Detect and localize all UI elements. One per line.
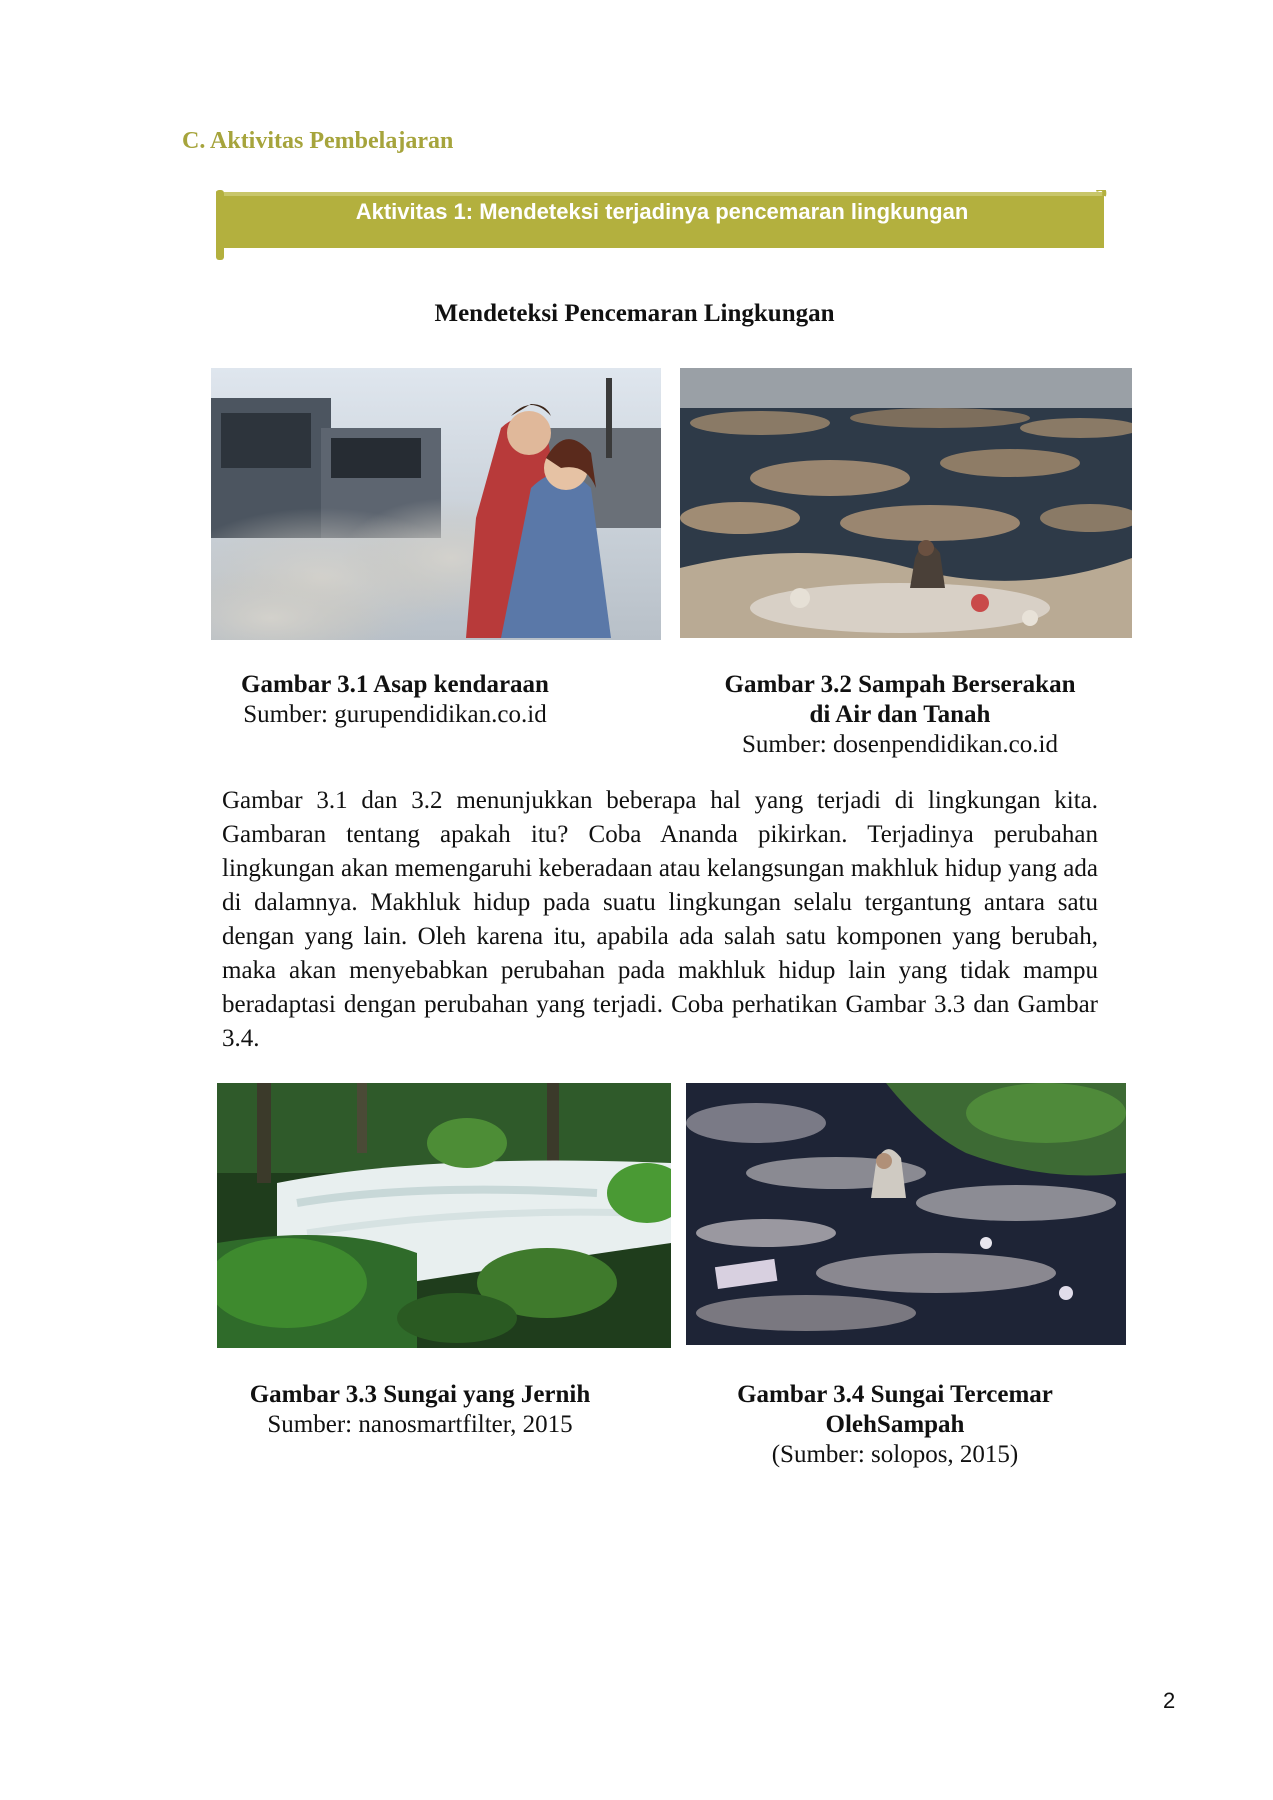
car-exhaust-smoke-photo [211, 368, 661, 640]
figure-3-1-title: Gambar 3.1 Asap kendaraan [241, 671, 549, 698]
figure-3-4-title: Gambar 3.4 Sungai Tercemar [737, 1381, 1053, 1408]
figure-3-1-source: Sumber: gurupendidikan.co.id [243, 701, 547, 728]
figure-3-3-caption [240, 1380, 600, 1440]
banner-text: Aktivitas 1: Mendeteksi terjadinya pencemaran lingkungan [355, 199, 969, 224]
body-paragraph: Gambar 3.1 dan 3.2 menunjukkan beberapa hal yang terjadi di lingkungan kita. Gambaran tentang apakah itu? Coba Ananda pikirkan. Terjadinya perubahan lingkungan akan memengaruhi keberadaan atau kelangsungan makhluk hidup yang ada di dalamnya. Makhluk hidup pada suatu lingkungan selalu tergantung antara satu dengan yang lain. Oleh karena itu, apabila ada salah satu komponen yang berubah, maka akan menyebabkan perubahan pada makhluk hidup lain yang tidak mampu beradaptasi dengan perubahan yang terjadi. Coba perhatikan Gambar 3.3 dan Gambar 3.4. [222, 787, 1098, 1052]
figure-3-3-title: Gambar 3.3 Sungai yang Jernih [249, 1381, 591, 1408]
activity-title [0, 300, 1273, 328]
figure-3-4-caption [715, 1380, 1075, 1470]
figure-3-2-title-line2: di Air dan Tanah [809, 701, 991, 728]
activity-title-text: Mendeteksi Pencemaran Lingkungan [434, 300, 835, 327]
activity-banner [216, 190, 1108, 250]
section-heading: C. Aktivitas Pembelajaran [182, 128, 454, 154]
figure-3-1-caption [230, 670, 560, 730]
page-number: 2 [1163, 1688, 1176, 1713]
figure-3-3-source: Sumber: nanosmartfilter, 2015 [267, 1411, 573, 1438]
garbage-in-water-photo [680, 368, 1132, 638]
figure-3-2-title: Gambar 3.2 Sampah Berserakan [724, 671, 1076, 698]
figure-3-2-caption [710, 670, 1090, 760]
polluted-river-photo [686, 1083, 1126, 1345]
clear-river-photo [217, 1083, 671, 1348]
figure-3-4-source: (Sumber: solopos, 2015) [771, 1441, 1019, 1468]
figure-3-4-title-line2: OlehSampah [825, 1411, 965, 1438]
figure-3-2-source: Sumber: dosenpendidikan.co.id [742, 731, 1058, 758]
